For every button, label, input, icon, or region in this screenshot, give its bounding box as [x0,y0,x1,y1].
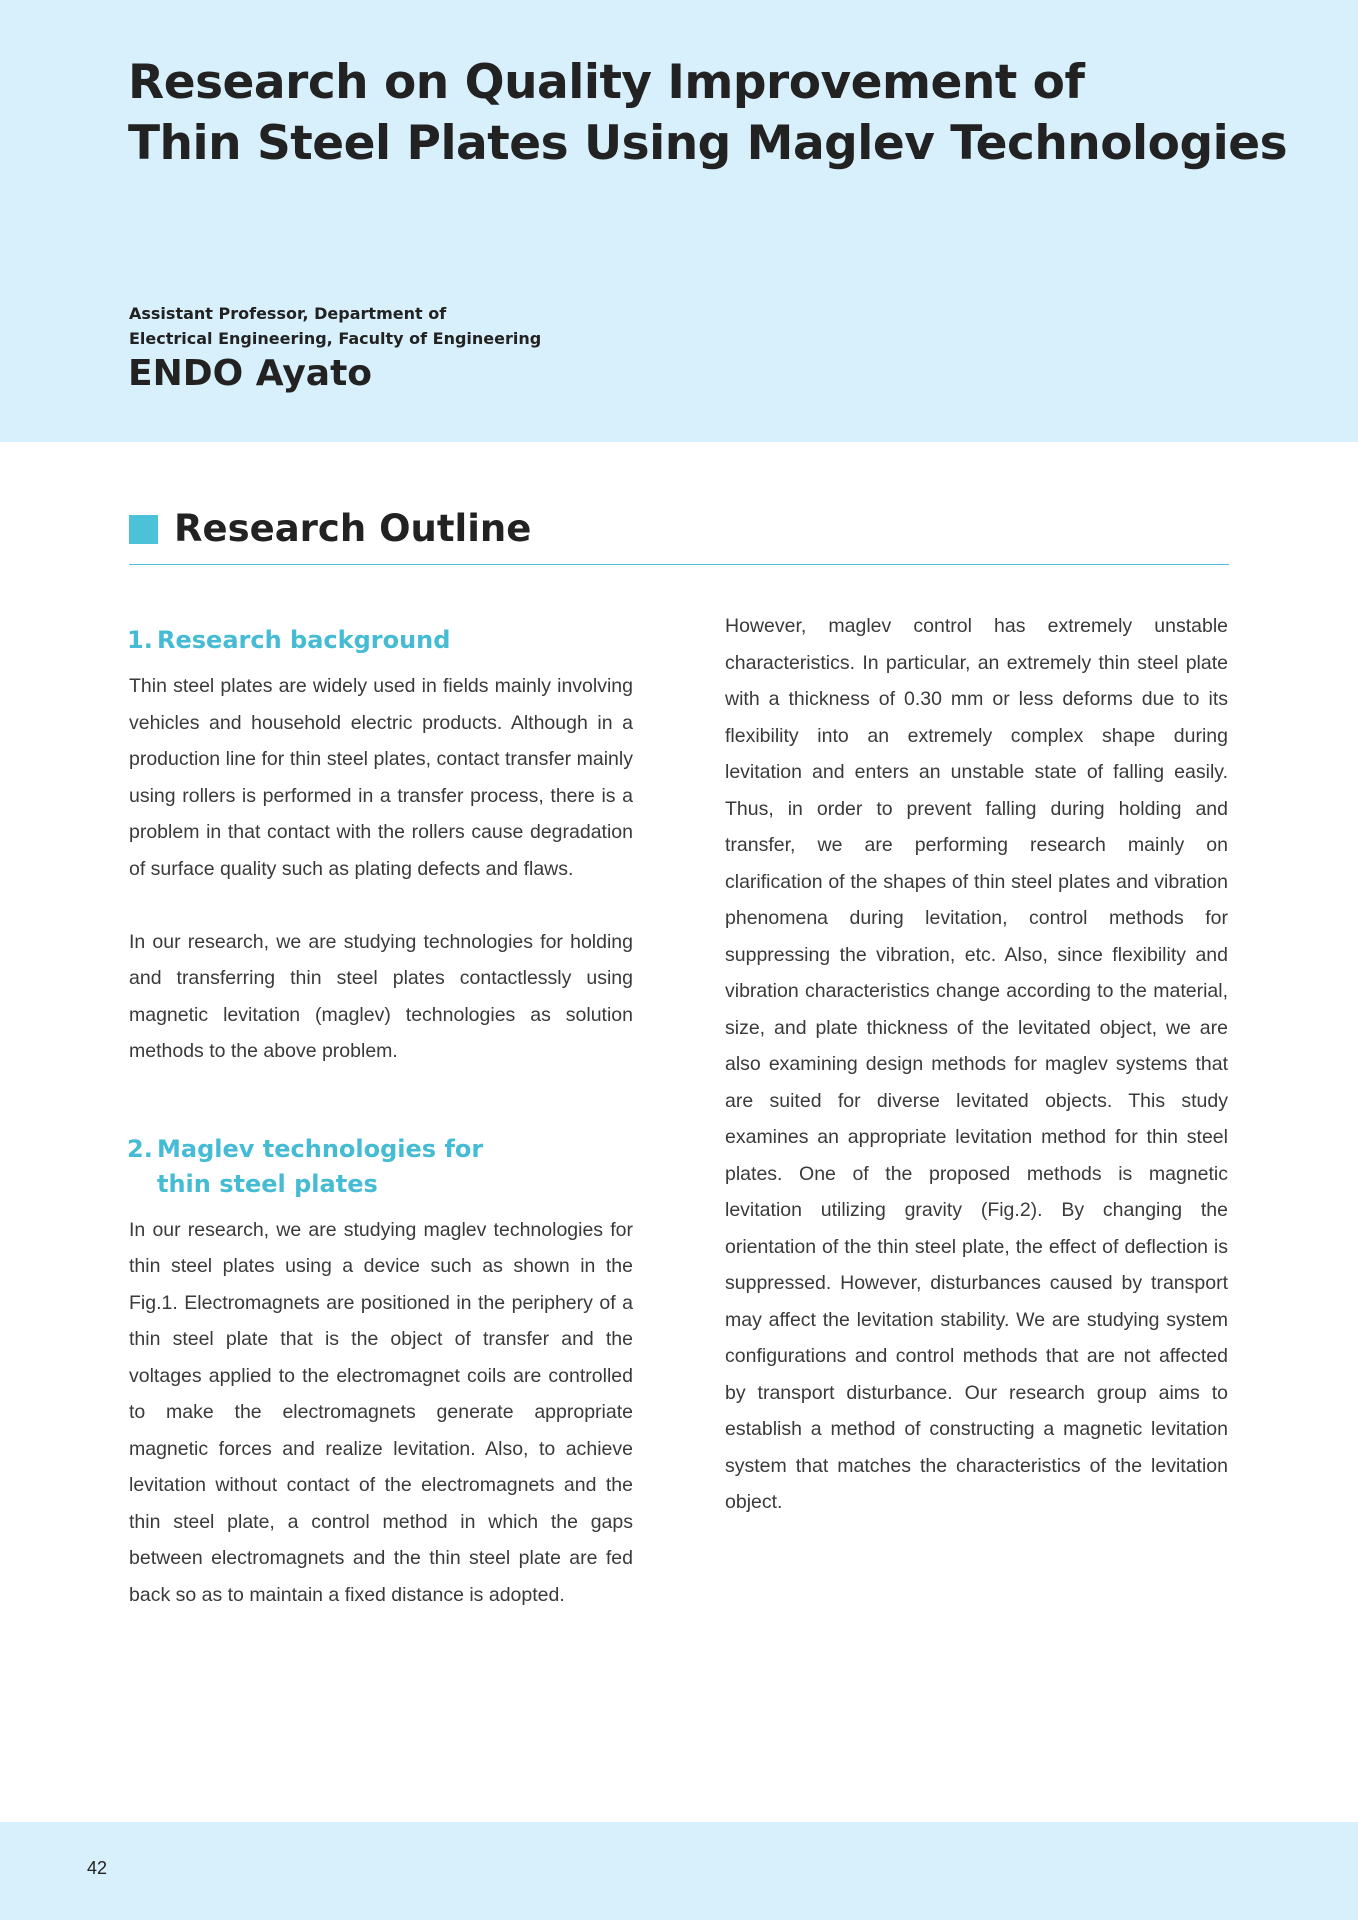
section-number: 2. [127,1134,153,1163]
left-column [129,623,633,1613]
section-title [157,623,450,658]
right-column [725,608,1228,1521]
section-title [157,1132,483,1202]
author-name: ENDO Ayato [128,353,373,394]
research-outline-title: Research Outline [174,507,532,550]
title-line-2: Thin Steel Plates Using Maglev Technologies [128,116,1288,171]
affiliation-line-2: Electrical Engineering, Faculty of Engineering [129,329,542,348]
section-heading-maglev [127,1132,633,1202]
footer-band [0,1822,1358,1920]
paragraph: However, maglev control has extremely unstable characteristics. In particular, an extremely thin steel plate with a thickness of 0.30 mm or less deforms due to its flexibility into an extremely complex shape during levitation and enters an unstable state of falling easily. Thus, in order to prevent falling during holding and transfer, we are performing research mainly on clarification of the shapes of thin steel plates and vibration phenomena during levitation, control methods for suppressing the vibration, etc. Also, since flexibility and vibration characteristics change according to the material, size, and plate thickness of the levitated object, we are also examining design methods for maglev systems that are suited for diverse levitated objects. This study examines an appropriate levitation method for thin steel plates. One of the proposed methods is magnetic levitation utilizing gravity (Fig.2). By changing the orientation of the thin steel plate, the effect of deflection is suppressed. However, disturbances caused by transport may affect the levitation stability. We are studying system configurations and control methods that are not affected by transport disturbance. Our research group aims to establish a method of constructing a magnetic levitation system that matches the characteristics of the levitation object. [725,615,1228,1513]
title-line-1: Research on Quality Improvement of [128,55,1085,110]
section-heading-background [127,623,633,658]
paragraph: In our research, we are studying technologies for holding and transferring thin steel plates contactlessly using magnetic levitation (maglev) technologies as solution methods to the above problem. [129,930,633,1062]
section-title-line: Maglev technologies for [157,1134,484,1163]
heading-divider [129,564,1229,565]
page-number: 42 [87,1858,108,1878]
paragraph: Thin steel plates are widely used in fields mainly involving vehicles and household electric products. Although in a production line for thin steel plates, contact transfer mainly using rollers is performed in a transfer process, there is a problem in that contact with the rollers cause degradation of surface quality such as plating defects and flaws. [129,675,633,880]
author-affiliation [129,301,541,351]
affiliation-line-1: Assistant Professor, Department of [129,304,447,323]
section-spacer [129,1070,633,1132]
section-number: 1. [127,626,153,654]
research-outline-heading [129,503,531,555]
square-bullet-icon [129,515,158,544]
section-title-line: Research background [157,626,451,654]
page-title [128,52,1288,174]
paragraph: In our research, we are studying maglev technologies for thin steel plates using a device such as shown in the Fig.1. Electromagnets are positioned in the periphery of a thin steel plate that is the object of transfer and the voltages applied to the electromagnet coils are controlled to make the electromagnets generate appropriate magnetic forces and realize levitation. Also, to achieve levitation without contact of the electromagnets and the thin steel plate, a control method in which the gaps between electromagnets and the thin steel plate are fed back so as to maintain a fixed distance is adopted. [129,1218,633,1606]
section-title-line: thin steel plates [157,1169,378,1198]
paragraph-spacer [129,887,633,924]
